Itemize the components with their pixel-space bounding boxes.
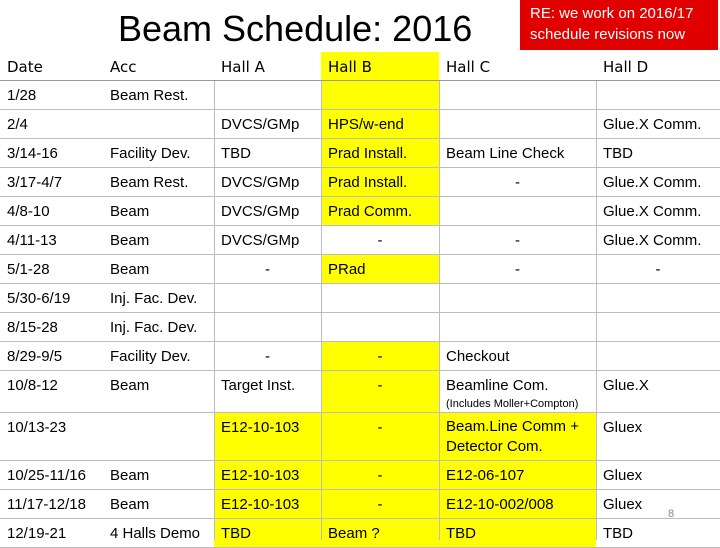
hall-a-cell: - — [265, 348, 270, 365]
table-row — [0, 139, 720, 168]
hall-a-cell: Target Inst. — [221, 377, 296, 394]
acc-cell: Beam — [110, 377, 150, 394]
hall-d-cell: Glue.X Comm. — [603, 174, 702, 191]
hall-d-cell: Gluex — [603, 467, 643, 484]
revision-note-line2: schedule revisions now — [530, 26, 686, 43]
hall-a-cell — [214, 284, 321, 312]
hall-b-cell: - — [321, 371, 439, 412]
table-row — [0, 519, 720, 548]
hall-c-cell — [439, 313, 596, 341]
hall-d-cell — [596, 342, 720, 370]
header-hall-c: Hall C — [446, 58, 491, 76]
hall-c-note: (Includes Moller+Compton) — [446, 398, 579, 410]
hall-d-cell: Glue.X Comm. — [603, 232, 702, 249]
hall-c-cell: - — [515, 232, 520, 249]
acc-cell: Beam — [110, 261, 150, 278]
acc-cell: 4 Halls Demo — [110, 525, 201, 542]
date-cell: 10/25-11/16 — [7, 467, 86, 484]
hall-b-cell: - — [321, 461, 439, 489]
hall-c-cell: Beam Line Check — [446, 145, 565, 162]
date-cell: 3/17-4/7 — [7, 174, 63, 191]
header-acc: Acc — [110, 58, 137, 76]
hall-b-cell — [321, 313, 439, 341]
hall-c-cell: Checkout — [446, 348, 510, 365]
acc-cell: Beam Rest. — [110, 174, 189, 191]
table-row — [0, 413, 720, 461]
hall-c-cell: E12-06-107 — [439, 461, 596, 489]
table-row — [0, 197, 720, 226]
hall-d-cell: Glue.X Comm. — [603, 203, 702, 220]
header-hall-d: Hall D — [603, 58, 649, 76]
hall-c-cell — [439, 284, 596, 312]
table-row — [0, 226, 720, 255]
hall-a-cell: - — [265, 261, 270, 278]
hall-a-cell: DVCS/GMp — [221, 116, 300, 133]
hall-d-cell: Glue.X — [603, 377, 649, 394]
date-cell: 8/15-28 — [7, 319, 58, 336]
acc-cell — [103, 110, 214, 138]
hall-b-cell: Prad Comm. — [321, 197, 439, 225]
date-cell: 2/4 — [7, 116, 28, 133]
header-hall-b: Hall B — [321, 52, 439, 80]
table-row — [0, 284, 720, 313]
hall-b-cell: - — [321, 342, 439, 370]
slide-title: Beam Schedule: 2016 — [118, 8, 473, 49]
acc-cell — [103, 413, 214, 460]
acc-cell: Facility Dev. — [110, 348, 191, 365]
hall-c-text: Beamline Com. — [446, 377, 549, 394]
hall-b-cell: Beam ? — [321, 519, 439, 547]
column-divider — [214, 81, 215, 540]
acc-cell: Facility Dev. — [110, 145, 191, 162]
hall-c-cell: TBD — [439, 519, 596, 547]
table-row — [0, 81, 720, 110]
date-cell: 1/28 — [7, 87, 37, 104]
date-cell: 10/13-23 — [7, 419, 67, 436]
revision-note-line1: RE: we work on 2016/17 — [530, 5, 694, 22]
date-cell: 10/8-12 — [7, 377, 58, 394]
hall-d-cell — [596, 284, 720, 312]
hall-b-cell: - — [321, 490, 439, 518]
date-cell: 5/1-28 — [7, 261, 50, 278]
hall-d-cell — [596, 313, 720, 341]
hall-a-cell: TBD — [214, 519, 321, 547]
table-row — [0, 110, 720, 139]
hall-c-cell — [439, 197, 596, 225]
acc-cell: Beam — [110, 496, 150, 513]
column-divider — [321, 81, 322, 540]
hall-b-cell — [321, 284, 439, 312]
hall-b-cell — [321, 81, 439, 109]
column-divider — [596, 81, 597, 540]
schedule-table — [0, 52, 720, 548]
hall-b-cell: - — [321, 413, 439, 460]
acc-cell: Inj. Fac. Dev. — [110, 319, 198, 336]
hall-b-cell: Prad Install. — [321, 168, 439, 196]
hall-a-cell: E12-10-103 — [214, 490, 321, 518]
hall-d-cell: - — [655, 261, 661, 278]
hall-c-cell — [439, 110, 596, 138]
hall-a-cell: DVCS/GMp — [221, 203, 300, 220]
hall-a-cell: E12-10-103 — [214, 461, 321, 489]
hall-d-cell: TBD — [603, 525, 633, 542]
date-cell: 4/11-13 — [7, 232, 57, 249]
acc-cell: Beam — [110, 232, 150, 249]
table-row — [0, 371, 720, 413]
date-cell: 3/14-16 — [7, 145, 58, 162]
hall-d-cell: Gluex — [603, 496, 643, 513]
table-row — [0, 461, 720, 490]
hall-d-cell — [596, 81, 720, 109]
table-row — [0, 342, 720, 371]
table-row — [0, 313, 720, 342]
date-cell: 12/19-21 — [7, 525, 67, 542]
revision-note — [520, 0, 718, 50]
hall-b-cell: PRad — [321, 255, 439, 283]
hall-b-cell: Prad Install. — [321, 139, 439, 167]
hall-c-cell: - — [515, 261, 520, 278]
hall-a-cell: DVCS/GMp — [221, 232, 300, 249]
acc-cell: Inj. Fac. Dev. — [110, 290, 198, 307]
header-row — [0, 52, 720, 81]
hall-b-cell: HPS/w-end — [321, 110, 439, 138]
hall-d-cell: TBD — [603, 145, 633, 162]
hall-d-cell: Glue.X Comm. — [603, 116, 702, 133]
date-cell: 8/29-9/5 — [7, 348, 63, 365]
hall-a-cell — [214, 313, 321, 341]
header-date: Date — [7, 58, 43, 76]
date-cell: 5/30-6/19 — [7, 290, 71, 307]
hall-a-cell: TBD — [221, 145, 251, 162]
hall-c-cell — [439, 371, 596, 412]
header-hall-a: Hall A — [221, 58, 265, 76]
hall-d-cell: Gluex — [603, 419, 643, 436]
hall-c-cell: - — [515, 174, 520, 191]
hall-a-cell: E12-10-103 — [214, 413, 321, 460]
acc-cell: Beam Rest. — [110, 87, 189, 104]
hall-a-cell: DVCS/GMp — [221, 174, 300, 191]
hall-a-cell — [214, 81, 321, 109]
hall-b-cell: - — [377, 232, 383, 249]
hall-c-cell: Beam.Line Comm + Detector Com. — [439, 413, 596, 460]
table-row — [0, 168, 720, 197]
acc-cell: Beam — [110, 467, 150, 484]
hall-c-cell — [439, 81, 596, 109]
hall-c-cell: E12-10-002/008 — [439, 490, 596, 518]
acc-cell: Beam — [110, 203, 150, 220]
column-divider — [439, 81, 440, 540]
date-cell: 11/17-12/18 — [7, 496, 86, 513]
page-number: 8 — [668, 508, 675, 520]
date-cell: 4/8-10 — [7, 203, 50, 220]
table-row — [0, 255, 720, 284]
table-row — [0, 490, 720, 519]
